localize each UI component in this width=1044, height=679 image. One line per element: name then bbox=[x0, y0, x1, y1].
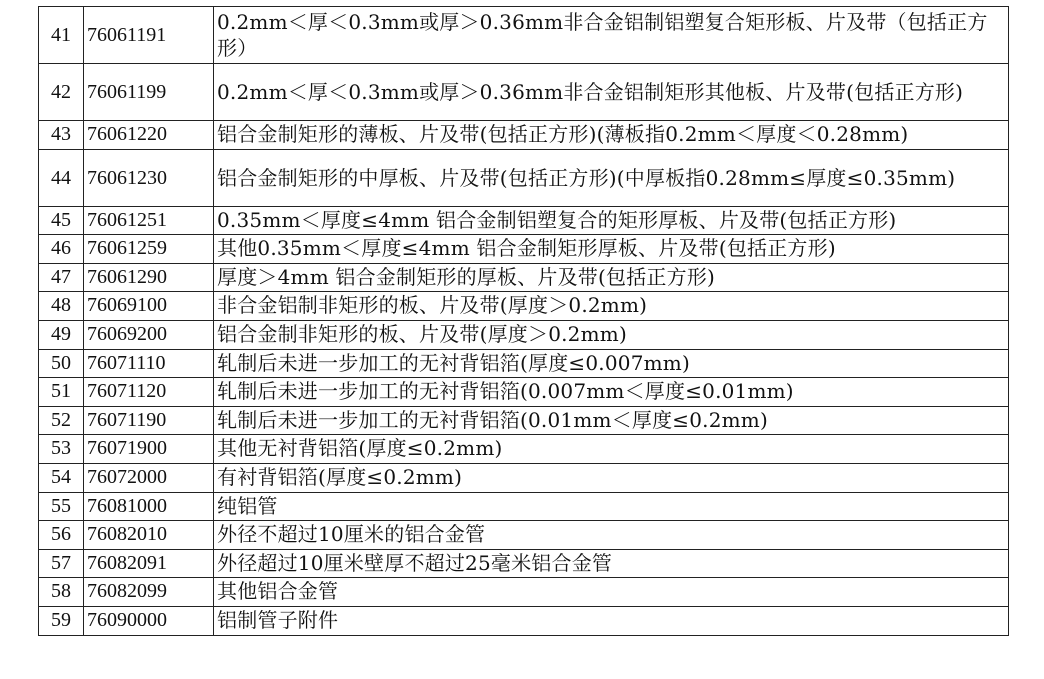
row-number: 41 bbox=[39, 7, 84, 64]
table-row bbox=[39, 263, 1009, 292]
description-cell: 轧制后未进一步加工的无衬背铝箔(厚度≤0.007mm) bbox=[214, 349, 1009, 378]
description-cell: 铝合金制非矩形的板、片及带(厚度＞0.2mm) bbox=[214, 320, 1009, 349]
row-number: 49 bbox=[39, 320, 84, 349]
description-cell: 0.2mm＜厚＜0.3mm或厚＞0.36mm非合金铝制矩形其他板、片及带(包括正方形) bbox=[214, 64, 1009, 121]
hs-code-cell: 76061259 bbox=[84, 235, 214, 264]
row-number: 46 bbox=[39, 235, 84, 264]
hs-code-cell: 76071190 bbox=[84, 406, 214, 435]
table-row bbox=[39, 406, 1009, 435]
row-number: 57 bbox=[39, 549, 84, 578]
tariff-code-table bbox=[38, 6, 1009, 636]
row-number: 52 bbox=[39, 406, 84, 435]
description-cell: 其他0.35mm＜厚度≤4mm 铝合金制矩形厚板、片及带(包括正方形) bbox=[214, 235, 1009, 264]
hs-code-cell: 76081000 bbox=[84, 492, 214, 521]
description-cell: 轧制后未进一步加工的无衬背铝箔(0.007mm＜厚度≤0.01mm) bbox=[214, 378, 1009, 407]
table-row bbox=[39, 121, 1009, 150]
hs-code-cell: 76082091 bbox=[84, 549, 214, 578]
row-number: 47 bbox=[39, 263, 84, 292]
table-row bbox=[39, 549, 1009, 578]
table-row bbox=[39, 64, 1009, 121]
hs-code-cell: 76082010 bbox=[84, 521, 214, 550]
table-row bbox=[39, 606, 1009, 635]
description-cell: 非合金铝制非矩形的板、片及带(厚度＞0.2mm) bbox=[214, 292, 1009, 321]
description-cell: 0.35mm＜厚度≤4mm 铝合金制铝塑复合的矩形厚板、片及带(包括正方形) bbox=[214, 206, 1009, 235]
table-row bbox=[39, 492, 1009, 521]
row-number: 59 bbox=[39, 606, 84, 635]
description-cell: 铝合金制矩形的薄板、片及带(包括正方形)(薄板指0.2mm＜厚度＜0.28mm) bbox=[214, 121, 1009, 150]
table-row bbox=[39, 292, 1009, 321]
table-row bbox=[39, 463, 1009, 492]
table-row bbox=[39, 521, 1009, 550]
hs-code-cell: 76061230 bbox=[84, 149, 214, 206]
hs-code-cell: 76061220 bbox=[84, 121, 214, 150]
row-number: 55 bbox=[39, 492, 84, 521]
table-row bbox=[39, 235, 1009, 264]
table-row bbox=[39, 149, 1009, 206]
table-row bbox=[39, 578, 1009, 607]
hs-code-cell: 76069200 bbox=[84, 320, 214, 349]
row-number: 54 bbox=[39, 463, 84, 492]
hs-code-cell: 76071120 bbox=[84, 378, 214, 407]
description-cell: 其他无衬背铝箔(厚度≤0.2mm) bbox=[214, 435, 1009, 464]
table-body bbox=[39, 7, 1009, 636]
row-number: 42 bbox=[39, 64, 84, 121]
hs-code-cell: 76090000 bbox=[84, 606, 214, 635]
hs-code-cell: 76082099 bbox=[84, 578, 214, 607]
description-cell: 外径超过10厘米壁厚不超过25毫米铝合金管 bbox=[214, 549, 1009, 578]
description-cell: 厚度＞4mm 铝合金制矩形的厚板、片及带(包括正方形) bbox=[214, 263, 1009, 292]
description-cell: 铝合金制矩形的中厚板、片及带(包括正方形)(中厚板指0.28mm≤厚度≤0.35mm) bbox=[214, 149, 1009, 206]
table-row bbox=[39, 7, 1009, 64]
row-number: 43 bbox=[39, 121, 84, 150]
row-number: 48 bbox=[39, 292, 84, 321]
table-row bbox=[39, 349, 1009, 378]
hs-code-cell: 76061199 bbox=[84, 64, 214, 121]
table-row bbox=[39, 320, 1009, 349]
description-cell: 纯铝管 bbox=[214, 492, 1009, 521]
row-number: 44 bbox=[39, 149, 84, 206]
row-number: 53 bbox=[39, 435, 84, 464]
hs-code-cell: 76071900 bbox=[84, 435, 214, 464]
row-number: 50 bbox=[39, 349, 84, 378]
hs-code-cell: 76061191 bbox=[84, 7, 214, 64]
description-cell: 有衬背铝箔(厚度≤0.2mm) bbox=[214, 463, 1009, 492]
table-row bbox=[39, 206, 1009, 235]
description-cell: 轧制后未进一步加工的无衬背铝箔(0.01mm＜厚度≤0.2mm) bbox=[214, 406, 1009, 435]
hs-code-cell: 76071110 bbox=[84, 349, 214, 378]
hs-code-cell: 76069100 bbox=[84, 292, 214, 321]
row-number: 56 bbox=[39, 521, 84, 550]
row-number: 51 bbox=[39, 378, 84, 407]
description-cell: 其他铝合金管 bbox=[214, 578, 1009, 607]
table-row bbox=[39, 378, 1009, 407]
row-number: 58 bbox=[39, 578, 84, 607]
hs-code-cell: 76072000 bbox=[84, 463, 214, 492]
hs-code-cell: 76061290 bbox=[84, 263, 214, 292]
hs-code-cell: 76061251 bbox=[84, 206, 214, 235]
description-cell: 0.2mm＜厚＜0.3mm或厚＞0.36mm非合金铝制铝塑复合矩形板、片及带（包括正方形） bbox=[214, 7, 1009, 64]
row-number: 45 bbox=[39, 206, 84, 235]
table-row bbox=[39, 435, 1009, 464]
description-cell: 铝制管子附件 bbox=[214, 606, 1009, 635]
description-cell: 外径不超过10厘米的铝合金管 bbox=[214, 521, 1009, 550]
